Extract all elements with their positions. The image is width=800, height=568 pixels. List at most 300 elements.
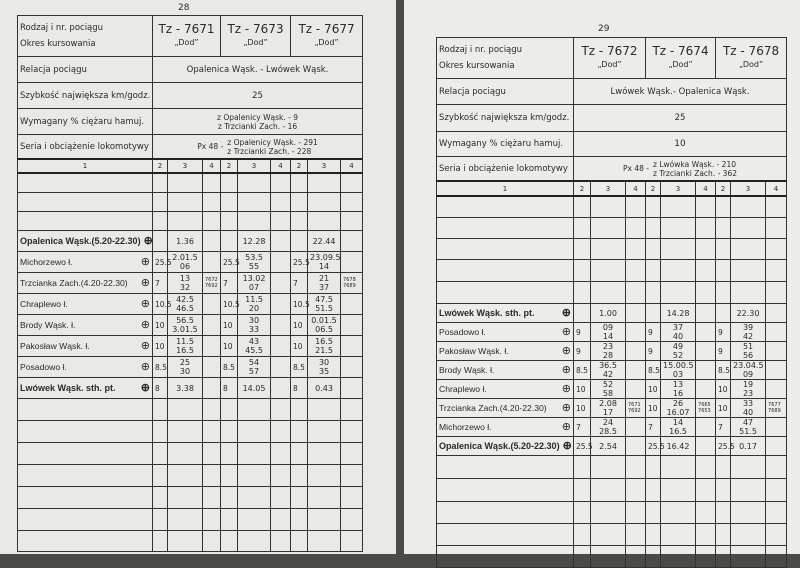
train-type-label [437, 38, 574, 79]
distance-km: 8.5 [291, 357, 308, 378]
blank-row [18, 421, 363, 443]
time-value: 55 [248, 262, 260, 271]
blank-cell [696, 502, 716, 524]
blank-cell [203, 509, 221, 531]
time-value: 24 [602, 418, 614, 427]
blank-cell [574, 239, 591, 260]
time-value: 16.5 [669, 427, 687, 436]
blank-cell [696, 479, 716, 502]
distance-km [153, 231, 168, 252]
train-type-label-text: Rodzaj i nr. pociągu [20, 23, 104, 33]
distance-km: 8 [221, 378, 238, 399]
blank-cell [696, 239, 716, 260]
blank-cell [168, 193, 203, 212]
train-type-label [18, 16, 153, 57]
time-value: 2.08 [599, 399, 617, 408]
time-cell [238, 336, 271, 357]
blank-cell [168, 421, 203, 443]
blank-cell [591, 282, 626, 304]
locomotive-label: Seria i obciążenie lokomotywy [18, 135, 153, 160]
blank-row [18, 173, 363, 193]
time-value: 06 [179, 262, 191, 271]
blank-cell [18, 443, 153, 465]
blank-cell [766, 239, 787, 260]
connection-train: 7689 [768, 408, 781, 414]
train-number: Tz - 7677 [298, 22, 355, 36]
time-value: 12.28 [242, 236, 266, 246]
connection-note [626, 437, 646, 456]
blank-cell [291, 173, 308, 193]
blank-row [437, 546, 787, 568]
station-row [18, 357, 363, 378]
blank-cell [221, 465, 238, 487]
station-icon: ⊕ [561, 420, 571, 433]
time-cell [168, 336, 203, 357]
blank-cell [626, 239, 646, 260]
time-value: 42 [602, 370, 614, 379]
time-value: 20 [248, 304, 260, 313]
blank-row [18, 509, 363, 531]
time-value: 43 [248, 337, 260, 346]
distance-km: 8.5 [221, 357, 238, 378]
blank-row [18, 212, 363, 231]
time-cell [238, 294, 271, 315]
station-name-cell [18, 378, 153, 399]
connection-note [203, 315, 221, 336]
time-cell [168, 273, 203, 294]
time-cell [238, 315, 271, 336]
station-icon: ⊕ [561, 306, 571, 319]
time-value: 21 [318, 274, 330, 283]
time-value: 16.07 [666, 408, 690, 417]
blank-cell [203, 173, 221, 193]
blank-row [437, 260, 787, 282]
time-value: 42.5 [176, 295, 194, 304]
blank-cell [591, 502, 626, 524]
station-row [437, 361, 787, 380]
time-value: 16.5 [176, 346, 194, 355]
blank-cell [18, 509, 153, 531]
blank-cell [308, 487, 341, 509]
distance-km: 10 [646, 380, 661, 399]
distance-km: 10 [291, 336, 308, 357]
column-number: 3 [238, 159, 271, 173]
time-cell [238, 252, 271, 273]
column-number: 4 [696, 181, 716, 196]
time-cell [238, 357, 271, 378]
column-number: 3 [308, 159, 341, 173]
station-name: Pakosław Wąsk. ł. [20, 341, 90, 351]
connection-note [626, 323, 646, 342]
relation-row [18, 57, 363, 83]
blank-cell [18, 212, 153, 231]
blank-cell [18, 193, 153, 212]
blank-cell [271, 212, 291, 231]
blank-cell [153, 509, 168, 531]
blank-cell [203, 531, 221, 552]
time-value: 2.54 [599, 441, 617, 451]
station-icon: ⊕ [562, 439, 572, 452]
relation-label: Relacja pociągu [437, 79, 574, 105]
connection-train: 7665 [698, 402, 711, 408]
distance-km: 25.5 [153, 252, 168, 273]
station-icon: ⊕ [561, 401, 571, 414]
blank-cell [18, 531, 153, 552]
blank-cell [591, 260, 626, 282]
blank-cell [341, 531, 363, 552]
blank-row [437, 479, 787, 502]
max-speed-row [437, 105, 787, 132]
distance-km: 25.5 [574, 437, 591, 456]
distance-km: 7 [574, 418, 591, 437]
time-cell [308, 294, 341, 315]
blank-cell [731, 196, 766, 218]
time-value: 07 [248, 283, 260, 292]
blank-cell [203, 465, 221, 487]
blank-cell [168, 212, 203, 231]
time-value: 03 [672, 370, 684, 379]
blank-row [437, 196, 787, 218]
blank-cell [661, 196, 696, 218]
time-value: 0.01.5 [311, 316, 337, 325]
connection-note [626, 304, 646, 323]
time-value: 17 [602, 408, 614, 417]
blank-cell [271, 421, 291, 443]
time-value: 28.5 [599, 427, 617, 436]
station-name-cell [18, 273, 153, 294]
blank-cell [153, 465, 168, 487]
connection-note [271, 231, 291, 252]
train-number: Tz - 7671 [158, 22, 215, 36]
brake-row [18, 109, 363, 135]
max-speed-label: Szybkość największa km/godz. [18, 83, 153, 109]
blank-cell [341, 509, 363, 531]
connection-note [696, 304, 716, 323]
blank-cell [766, 502, 787, 524]
time-value: 56 [742, 351, 754, 360]
connection-train: 7672 [205, 277, 218, 283]
blank-cell [696, 196, 716, 218]
distance-km: 10 [153, 315, 168, 336]
blank-cell [766, 260, 787, 282]
blank-cell [221, 421, 238, 443]
time-value: 1.36 [176, 236, 194, 246]
blank-cell [153, 212, 168, 231]
blank-cell [238, 509, 271, 531]
blank-cell [341, 487, 363, 509]
blank-cell [661, 546, 696, 568]
blank-cell [168, 173, 203, 193]
train-period: „Dod” [243, 38, 268, 47]
station-icon: ⊕ [140, 255, 150, 268]
blank-row [18, 487, 363, 509]
max-speed-value: 25 [574, 105, 787, 132]
column-number: 2 [291, 159, 308, 173]
blank-cell [696, 546, 716, 568]
time-cell [238, 378, 271, 399]
blank-cell [238, 173, 271, 193]
time-cell [661, 342, 696, 361]
blank-row [437, 502, 787, 524]
time-value: 36.5 [599, 361, 617, 370]
connection-note [341, 315, 363, 336]
station-icon: ⊕ [561, 382, 571, 395]
blank-cell [661, 239, 696, 260]
right-page [404, 0, 800, 554]
blank-cell [591, 196, 626, 218]
relation-value: Opalenica Wąsk. - Lwówek Wąsk. [153, 57, 363, 83]
blank-cell [203, 421, 221, 443]
distance-km [291, 231, 308, 252]
train-header-row [437, 38, 787, 79]
column-number: 2 [646, 181, 661, 196]
time-value: 23.09.5 [310, 253, 341, 262]
connection-note [766, 304, 787, 323]
blank-cell [221, 193, 238, 212]
distance-km: 8.5 [153, 357, 168, 378]
station-row [437, 399, 787, 418]
connection-note [271, 315, 291, 336]
connection-note [271, 273, 291, 294]
time-value: 16.42 [666, 441, 690, 451]
blank-cell [341, 173, 363, 193]
blank-cell [291, 193, 308, 212]
blank-cell [696, 218, 716, 239]
distance-km: 9 [716, 342, 731, 361]
column-number: 4 [341, 159, 363, 173]
connection-note [341, 378, 363, 399]
blank-cell [661, 502, 696, 524]
time-cell [591, 342, 626, 361]
blank-cell [308, 465, 341, 487]
time-value: 37 [318, 283, 330, 292]
connection-note [626, 399, 646, 418]
time-cell [661, 323, 696, 342]
blank-row [18, 193, 363, 212]
distance-km: 25.5 [716, 437, 731, 456]
blank-row [437, 239, 787, 260]
train-number: Tz - 7673 [227, 22, 284, 36]
connection-note [271, 252, 291, 273]
blank-cell [716, 456, 731, 479]
blank-cell [646, 524, 661, 546]
station-name: Chraplewo ł. [439, 384, 487, 394]
blank-cell [696, 260, 716, 282]
locomotive-series: Px 48 - [623, 164, 650, 173]
max-speed-row [18, 83, 363, 109]
blank-cell [221, 509, 238, 531]
column-number-row [437, 181, 787, 196]
time-value: 13.02 [242, 274, 266, 283]
connection-note [766, 418, 787, 437]
connection-note [626, 342, 646, 361]
distance-km [646, 304, 661, 323]
connection-note [766, 361, 787, 380]
time-value: 33 [248, 325, 260, 334]
blank-cell [341, 399, 363, 421]
distance-km: 8.5 [716, 361, 731, 380]
blank-cell [646, 546, 661, 568]
time-value: 14.05 [242, 383, 266, 393]
connection-note [271, 378, 291, 399]
blank-cell [646, 196, 661, 218]
station-icon: ⊕ [561, 344, 571, 357]
station-name-cell [437, 304, 574, 323]
time-cell [591, 437, 626, 456]
distance-km: 10.5 [153, 294, 168, 315]
blank-cell [18, 173, 153, 193]
train-2-header [646, 38, 716, 79]
blank-cell [437, 479, 574, 502]
connection-train: 7692 [205, 283, 218, 289]
blank-cell [661, 524, 696, 546]
locomotive-load-line: z Trzcianki Zach. - 228 [227, 146, 312, 156]
time-cell [731, 418, 766, 437]
blank-cell [591, 479, 626, 502]
time-cell [168, 378, 203, 399]
blank-cell [646, 456, 661, 479]
connection-train: 7653 [698, 408, 711, 414]
time-value: 52 [602, 380, 614, 389]
distance-km: 10.5 [291, 294, 308, 315]
distance-km: 9 [574, 342, 591, 361]
distance-km: 10 [221, 336, 238, 357]
blank-cell [221, 487, 238, 509]
time-value: 15.00.5 [663, 361, 694, 370]
blank-cell [646, 218, 661, 239]
station-icon: ⊕ [140, 339, 150, 352]
blank-cell [168, 465, 203, 487]
blank-cell [153, 193, 168, 212]
station-name: Pakosław Wąsk. ł. [439, 346, 509, 356]
blank-cell [437, 456, 574, 479]
blank-cell [153, 421, 168, 443]
column-number: 2 [574, 181, 591, 196]
brake-line: z Trzcianki Zach. - 16 [217, 121, 298, 131]
time-value: 30 [248, 316, 260, 325]
time-value: 13 [672, 380, 684, 389]
blank-cell [646, 502, 661, 524]
connection-note [203, 357, 221, 378]
brake-row [437, 132, 787, 157]
station-row [18, 336, 363, 357]
time-value: 26 [672, 399, 684, 408]
time-value: 35 [318, 367, 330, 376]
blank-cell [646, 479, 661, 502]
connection-note [766, 323, 787, 342]
blank-cell [221, 531, 238, 552]
time-value: 0.17 [739, 441, 757, 451]
time-value: 11.5 [245, 295, 263, 304]
blank-cell [341, 443, 363, 465]
blank-cell [203, 487, 221, 509]
time-cell [591, 380, 626, 399]
time-cell [591, 323, 626, 342]
connection-note [696, 380, 716, 399]
blank-cell [591, 524, 626, 546]
blank-cell [766, 282, 787, 304]
time-value: 33 [742, 399, 754, 408]
blank-row [18, 531, 363, 552]
time-value: 30 [318, 358, 330, 367]
blank-cell [221, 399, 238, 421]
blank-cell [574, 218, 591, 239]
station-name-cell [437, 437, 574, 456]
blank-cell [574, 546, 591, 568]
distance-km: 7 [646, 418, 661, 437]
time-cell [731, 380, 766, 399]
train-type-label-text: Rodzaj i nr. pociągu [439, 45, 523, 55]
station-name-cell [18, 294, 153, 315]
blank-cell [731, 479, 766, 502]
time-value: 49 [672, 342, 684, 351]
blank-cell [437, 524, 574, 546]
blank-cell [716, 260, 731, 282]
distance-km: 9 [646, 342, 661, 361]
distance-km: 8 [291, 378, 308, 399]
blank-cell [731, 502, 766, 524]
blank-cell [18, 465, 153, 487]
distance-km: 25.5 [221, 252, 238, 273]
train-period: „Dod” [174, 38, 199, 47]
blank-cell [437, 546, 574, 568]
blank-cell [291, 421, 308, 443]
time-value: 3.01.5 [172, 325, 198, 334]
connection-note [341, 273, 363, 294]
locomotive-load-line: z Trzcianki Zach. - 362 [653, 168, 737, 178]
blank-cell [308, 212, 341, 231]
blank-cell [661, 260, 696, 282]
blank-cell [716, 239, 731, 260]
column-number-1: 1 [437, 181, 574, 196]
blank-cell [168, 487, 203, 509]
blank-cell [716, 218, 731, 239]
station-name: Opalenica Wąsk.(5.20-22.30) [439, 441, 560, 451]
time-cell [731, 342, 766, 361]
connection-note [271, 357, 291, 378]
locomotive-load-line: z Lwówka Wąsk. - 210 [653, 159, 736, 169]
time-cell [591, 361, 626, 380]
station-icon: ⊕ [140, 360, 150, 373]
blank-cell [591, 218, 626, 239]
connection-note [626, 418, 646, 437]
distance-km: 7 [291, 273, 308, 294]
time-cell [308, 378, 341, 399]
blank-cell [574, 524, 591, 546]
blank-cell [716, 546, 731, 568]
blank-cell [308, 193, 341, 212]
blank-cell [574, 479, 591, 502]
time-value: 14.28 [666, 308, 690, 318]
locomotive-value [153, 135, 363, 160]
blank-cell [308, 173, 341, 193]
distance-km: 10 [153, 336, 168, 357]
station-name-cell [18, 336, 153, 357]
blank-cell [291, 487, 308, 509]
blank-cell [716, 502, 731, 524]
blank-cell [271, 399, 291, 421]
time-cell [591, 399, 626, 418]
blank-cell [574, 260, 591, 282]
blank-cell [626, 260, 646, 282]
station-icon: ⊕ [140, 381, 150, 394]
station-name-cell [18, 315, 153, 336]
station-name-cell [437, 323, 574, 342]
station-icon: ⊕ [140, 276, 150, 289]
blank-cell [291, 212, 308, 231]
time-value: 40 [742, 408, 754, 417]
connection-note [626, 380, 646, 399]
